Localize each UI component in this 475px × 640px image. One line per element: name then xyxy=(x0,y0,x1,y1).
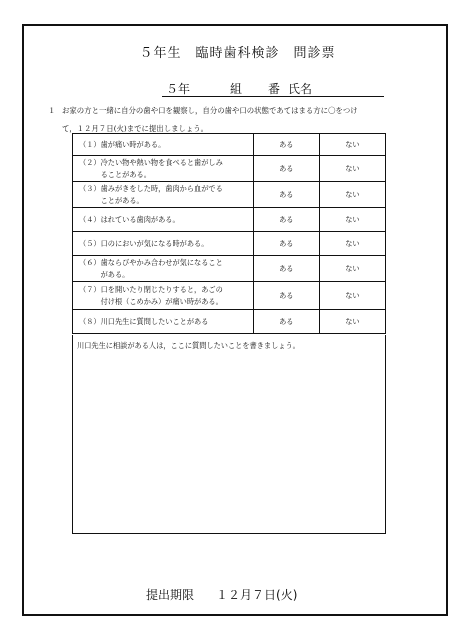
question-line: （４）はれている歯肉がある。 xyxy=(79,214,180,224)
question-line: がある。 xyxy=(79,269,130,279)
deadline xyxy=(146,586,319,603)
consultation-box[interactable] xyxy=(72,335,386,534)
page-title: ５年生 臨時歯科検診 問診票 xyxy=(139,46,336,61)
question-row xyxy=(73,134,386,156)
question-row xyxy=(73,208,386,232)
answer-yes[interactable]: ある xyxy=(253,282,319,310)
answer-no[interactable]: ない xyxy=(319,282,385,310)
question-text xyxy=(73,256,254,282)
answer-no[interactable]: ない xyxy=(319,310,385,334)
question-text xyxy=(73,208,254,232)
answer-yes[interactable]: ある xyxy=(253,156,319,182)
question-line: ることがある。 xyxy=(79,169,151,179)
class-label: 組 xyxy=(230,82,243,96)
question-row xyxy=(73,310,386,334)
question-line: （７）口を開いたり閉じたりすると，あごの xyxy=(79,284,223,294)
question-line: 付け根（こめかみ）が痛い時がある。 xyxy=(79,296,223,306)
number-label: 番 xyxy=(268,82,281,96)
student-info-line xyxy=(162,80,384,97)
answer-yes[interactable]: ある xyxy=(253,134,319,156)
answer-no[interactable]: ない xyxy=(319,134,385,156)
name-label: 氏名 xyxy=(288,82,313,96)
question-text xyxy=(73,232,254,256)
question-line: ことがある。 xyxy=(79,195,144,205)
question-row xyxy=(73,156,386,182)
questionnaire-table xyxy=(72,133,386,334)
deadline-date: １２月７日(火) xyxy=(216,588,298,602)
question-line: （１）歯が痛い時がある。 xyxy=(79,139,166,149)
grade-label: ５年 xyxy=(166,82,191,96)
instruction-line-1: お家の方と一緒に自分の歯や口を観察し，自分の歯や口の状態であてはまる方に〇をつけ xyxy=(62,106,358,115)
question-line: （６）歯ならびやかみ合わせが気になること xyxy=(79,257,223,267)
answer-yes[interactable]: ある xyxy=(253,182,319,208)
question-text xyxy=(73,156,254,182)
answer-no[interactable]: ない xyxy=(319,182,385,208)
consultation-label: 川口先生に相談がある人は，ここに質問したいことを書きましょう。 xyxy=(77,341,300,350)
answer-no[interactable]: ない xyxy=(319,256,385,282)
answer-yes[interactable]: ある xyxy=(253,256,319,282)
question-row xyxy=(73,282,386,310)
deadline-label: 提出期限 xyxy=(146,588,195,602)
instruction-line-2: て，１２月７日(火)までに提出しましょう。 xyxy=(62,124,209,133)
question-line: （２）冷たい物や熱い物を食べると歯がしみ xyxy=(79,157,223,167)
question-row xyxy=(73,232,386,256)
question-line: （３）歯みがきをした時，歯肉から血がでる xyxy=(79,183,223,193)
question-row xyxy=(73,182,386,208)
instruction-number: １ xyxy=(48,106,56,115)
answer-yes[interactable]: ある xyxy=(253,208,319,232)
question-text xyxy=(73,310,254,334)
question-text xyxy=(73,134,254,156)
question-line: （５）口のにおいが気になる時がある。 xyxy=(79,238,209,248)
question-text xyxy=(73,282,254,310)
answer-no[interactable]: ない xyxy=(319,208,385,232)
answer-no[interactable]: ない xyxy=(319,156,385,182)
question-text xyxy=(73,182,254,208)
answer-no[interactable]: ない xyxy=(319,232,385,256)
question-line: （８）川口先生に質問したいことがある xyxy=(79,316,209,326)
answer-yes[interactable]: ある xyxy=(253,232,319,256)
answer-yes[interactable]: ある xyxy=(253,310,319,334)
question-row xyxy=(73,256,386,282)
